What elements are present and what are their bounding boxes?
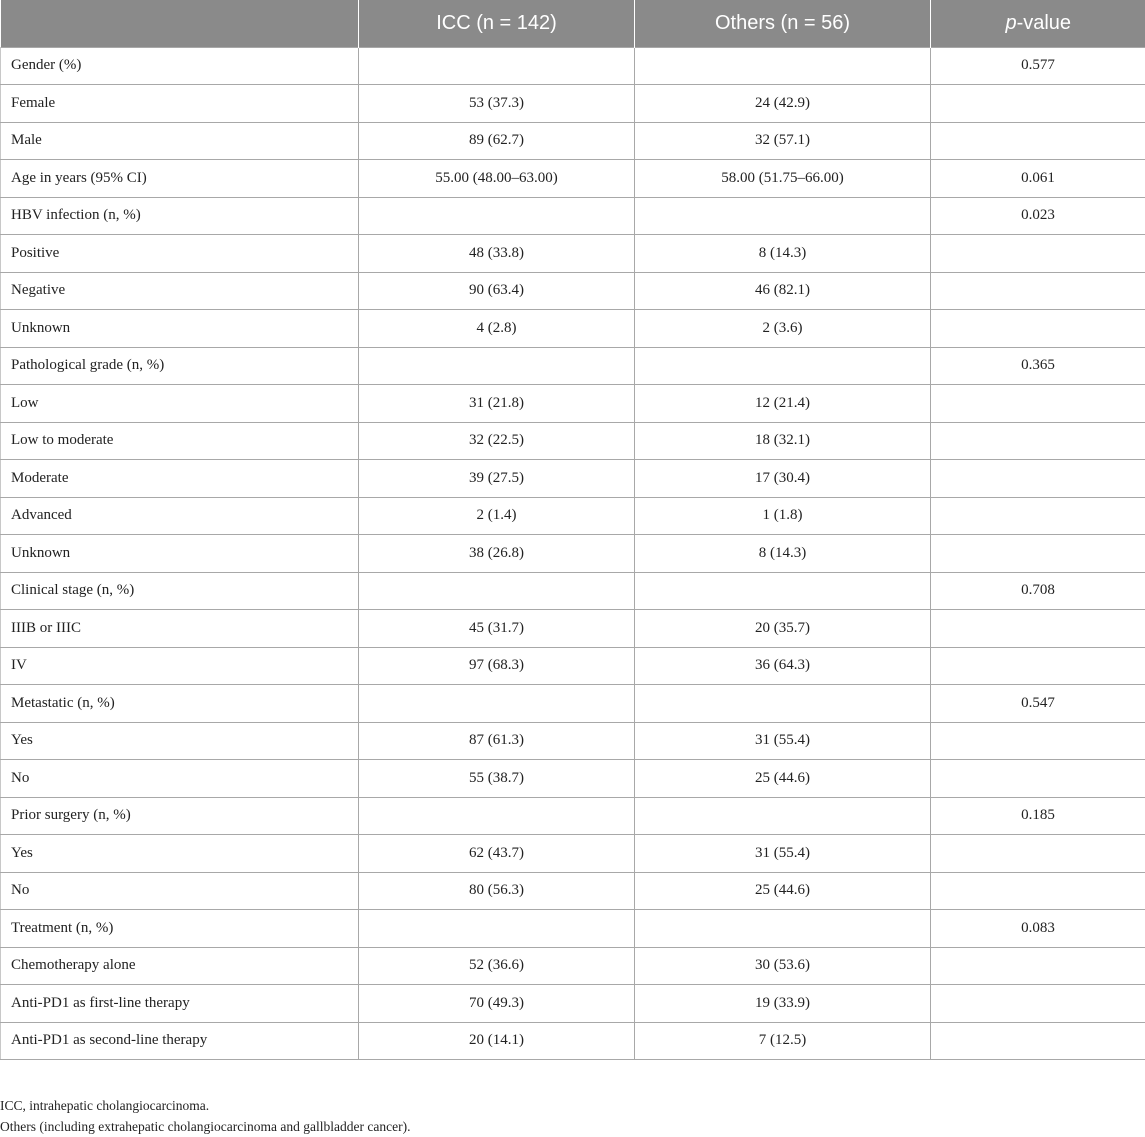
others-value-cell: 8 (14.3) (635, 235, 931, 273)
table-row (1, 610, 1145, 648)
icc-value-cell: 20 (14.1) (359, 1022, 635, 1060)
icc-value-cell: 2 (1.4) (359, 497, 635, 535)
table-row (1, 722, 1145, 760)
table-body (1, 47, 1145, 1060)
others-value-cell: 30 (53.6) (635, 947, 931, 985)
footnote-icc: ICC, intrahepatic cholangiocarcinoma. (0, 1095, 410, 1116)
pvalue-cell: 0.083 (931, 910, 1145, 948)
others-value-cell: 17 (30.4) (635, 460, 931, 498)
table-row (1, 460, 1145, 498)
footnote-others: Others (including extrahepatic cholangiocarcinoma and gallbladder cancer). (0, 1116, 410, 1137)
others-value-cell: 32 (57.1) (635, 122, 931, 160)
table-row (1, 235, 1145, 273)
header-row (1, 0, 1145, 47)
others-value-cell (635, 347, 931, 385)
others-value-cell: 7 (12.5) (635, 1022, 931, 1060)
others-value-cell (635, 685, 931, 723)
others-value-cell: 20 (35.7) (635, 610, 931, 648)
table-row (1, 760, 1145, 798)
others-value-cell: 25 (44.6) (635, 760, 931, 798)
table-row (1, 122, 1145, 160)
others-value-cell: 31 (55.4) (635, 722, 931, 760)
row-label-cell: Yes (1, 722, 359, 760)
pvalue-cell: 0.708 (931, 572, 1145, 610)
row-label-cell: IIIB or IIIC (1, 610, 359, 648)
others-value-cell: 18 (32.1) (635, 422, 931, 460)
pvalue-cell (931, 497, 1145, 535)
row-label-cell: Negative (1, 272, 359, 310)
icc-value-cell (359, 47, 635, 85)
pvalue-cell (931, 272, 1145, 310)
table-row (1, 572, 1145, 610)
row-label-cell: Male (1, 122, 359, 160)
icc-value-cell: 55 (38.7) (359, 760, 635, 798)
table-row (1, 272, 1145, 310)
others-value-cell: 1 (1.8) (635, 497, 931, 535)
icc-value-cell: 45 (31.7) (359, 610, 635, 648)
row-label-cell: Metastatic (n, %) (1, 685, 359, 723)
icc-value-cell: 89 (62.7) (359, 122, 635, 160)
icc-value-cell: 39 (27.5) (359, 460, 635, 498)
others-value-cell: 12 (21.4) (635, 385, 931, 423)
row-label-cell: Gender (%) (1, 47, 359, 85)
icc-value-cell: 97 (68.3) (359, 647, 635, 685)
table-row (1, 910, 1145, 948)
icc-value-cell: 90 (63.4) (359, 272, 635, 310)
row-label-cell: Age in years (95% CI) (1, 160, 359, 198)
table-row (1, 197, 1145, 235)
icc-value-cell: 32 (22.5) (359, 422, 635, 460)
row-label-cell: Prior surgery (n, %) (1, 797, 359, 835)
pvalue-cell: 0.023 (931, 197, 1145, 235)
others-value-cell: 46 (82.1) (635, 272, 931, 310)
row-label-cell: Anti-PD1 as first-line therapy (1, 985, 359, 1023)
icc-value-cell: 55.00 (48.00–63.00) (359, 160, 635, 198)
table-row (1, 85, 1145, 123)
row-label-cell: Moderate (1, 460, 359, 498)
table-row (1, 385, 1145, 423)
pvalue-cell (931, 985, 1145, 1023)
table-row (1, 947, 1145, 985)
header-pvalue-p: p (1005, 12, 1016, 34)
table-row (1, 47, 1145, 85)
table-header (1, 0, 1145, 47)
pvalue-cell (931, 122, 1145, 160)
icc-value-cell: 70 (49.3) (359, 985, 635, 1023)
header-pvalue-suffix: -value (1017, 12, 1071, 34)
icc-value-cell: 87 (61.3) (359, 722, 635, 760)
pvalue-cell (931, 422, 1145, 460)
row-label-cell: No (1, 872, 359, 910)
table-footnotes (0, 1095, 410, 1137)
icc-value-cell: 31 (21.8) (359, 385, 635, 423)
pvalue-cell (931, 235, 1145, 273)
row-label-cell: Yes (1, 835, 359, 873)
others-value-cell (635, 47, 931, 85)
icc-value-cell: 48 (33.8) (359, 235, 635, 273)
icc-value-cell: 4 (2.8) (359, 310, 635, 348)
row-label-cell: Advanced (1, 497, 359, 535)
row-label-cell: Chemotherapy alone (1, 947, 359, 985)
pvalue-cell (931, 460, 1145, 498)
pvalue-cell (931, 647, 1145, 685)
table-row (1, 160, 1145, 198)
others-value-cell: 19 (33.9) (635, 985, 931, 1023)
others-value-cell: 24 (42.9) (635, 85, 931, 123)
icc-value-cell: 52 (36.6) (359, 947, 635, 985)
others-value-cell: 2 (3.6) (635, 310, 931, 348)
row-label-cell: Pathological grade (n, %) (1, 347, 359, 385)
pvalue-cell (931, 310, 1145, 348)
icc-value-cell: 62 (43.7) (359, 835, 635, 873)
others-value-cell (635, 910, 931, 948)
row-label-cell: IV (1, 647, 359, 685)
table-row (1, 872, 1145, 910)
table-row (1, 535, 1145, 573)
others-value-cell: 8 (14.3) (635, 535, 931, 573)
icc-value-cell (359, 572, 635, 610)
header-variable (1, 0, 359, 47)
row-label-cell: Positive (1, 235, 359, 273)
row-label-cell: Unknown (1, 535, 359, 573)
pvalue-cell (931, 835, 1145, 873)
others-value-cell (635, 197, 931, 235)
row-label-cell: Low to moderate (1, 422, 359, 460)
table-row (1, 1022, 1145, 1060)
row-label-cell: Treatment (n, %) (1, 910, 359, 948)
pvalue-cell (931, 1022, 1145, 1060)
pvalue-cell (931, 872, 1145, 910)
pvalue-cell (931, 535, 1145, 573)
others-value-cell: 58.00 (51.75–66.00) (635, 160, 931, 198)
icc-value-cell (359, 685, 635, 723)
others-value-cell (635, 797, 931, 835)
row-label-cell: Anti-PD1 as second-line therapy (1, 1022, 359, 1060)
pvalue-cell (931, 947, 1145, 985)
icc-value-cell (359, 347, 635, 385)
pvalue-cell (931, 610, 1145, 648)
table-row (1, 835, 1145, 873)
pvalue-cell: 0.061 (931, 160, 1145, 198)
table-row (1, 497, 1145, 535)
pvalue-cell: 0.577 (931, 47, 1145, 85)
table-row (1, 797, 1145, 835)
table-row (1, 347, 1145, 385)
row-label-cell: Unknown (1, 310, 359, 348)
others-value-cell: 31 (55.4) (635, 835, 931, 873)
icc-value-cell (359, 910, 635, 948)
icc-value-cell: 80 (56.3) (359, 872, 635, 910)
table-row (1, 310, 1145, 348)
pvalue-cell (931, 760, 1145, 798)
row-label-cell: Clinical stage (n, %) (1, 572, 359, 610)
pvalue-cell: 0.365 (931, 347, 1145, 385)
row-label-cell: Female (1, 85, 359, 123)
row-label-cell: No (1, 760, 359, 798)
table-row (1, 685, 1145, 723)
row-label-cell: HBV infection (n, %) (1, 197, 359, 235)
row-label-cell: Low (1, 385, 359, 423)
others-value-cell: 25 (44.6) (635, 872, 931, 910)
pvalue-cell (931, 722, 1145, 760)
header-pvalue (931, 0, 1145, 47)
table-row (1, 422, 1145, 460)
pvalue-cell (931, 385, 1145, 423)
pvalue-cell (931, 85, 1145, 123)
table-row (1, 985, 1145, 1023)
pvalue-cell: 0.185 (931, 797, 1145, 835)
icc-value-cell: 53 (37.3) (359, 85, 635, 123)
icc-value-cell: 38 (26.8) (359, 535, 635, 573)
header-others: Others (n = 56) (635, 0, 931, 47)
others-value-cell: 36 (64.3) (635, 647, 931, 685)
icc-value-cell (359, 197, 635, 235)
others-value-cell (635, 572, 931, 610)
header-icc: ICC (n = 142) (359, 0, 635, 47)
icc-value-cell (359, 797, 635, 835)
table-row (1, 647, 1145, 685)
pvalue-cell: 0.547 (931, 685, 1145, 723)
